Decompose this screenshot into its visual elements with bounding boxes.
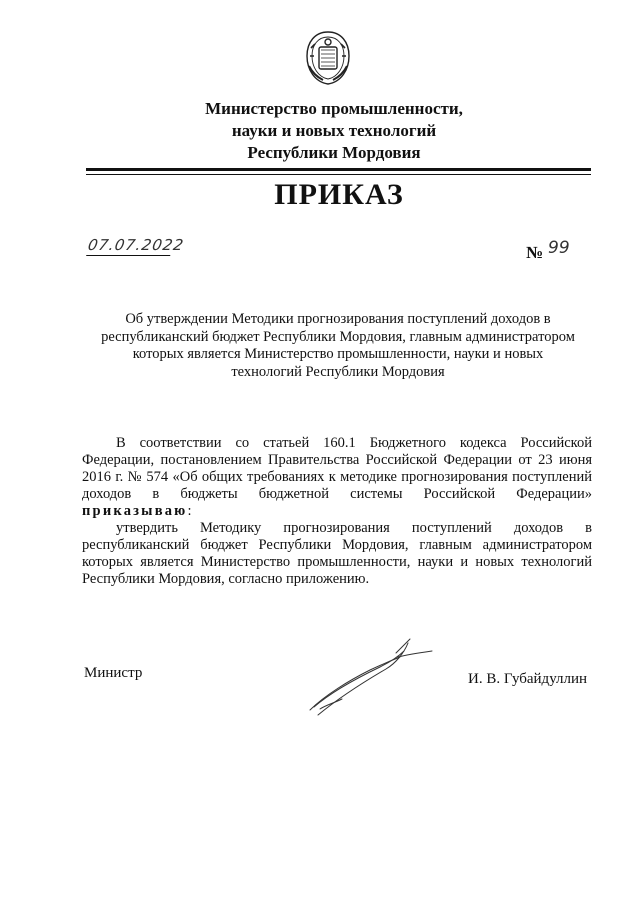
body-paragraph-2: утвердить Методику прогнозирования поступлений доходов в республиканский бюджет Республики Мордовия, главным администратором которых является Министерство промышленности, науки и новых технологий Республики Мордовия, согласно приложению.	[82, 520, 592, 587]
org-line-2: науки и новых технологий	[231, 121, 437, 140]
order-verb: приказываю	[82, 503, 188, 519]
handwritten-signature-icon	[300, 635, 440, 720]
coat-of-arms-icon	[301, 28, 355, 88]
body-paragraph-1	[82, 435, 592, 520]
body-paragraph-1-end: :	[187, 503, 192, 519]
org-line-3: Республики Мордовия	[247, 143, 421, 162]
body-paragraph-1-text: В соответствии со статьей 160.1 Бюджетного кодекса Российской Федерации, постановлением Правительства Российской Федерации от 23 июня 2016 г. № 574 «Об общих требованиях к методике прогнозирования поступлений доходов в бюджеты бюджетной системы Российской Федерации»	[82, 435, 592, 502]
order-body	[82, 435, 592, 588]
subject-line-1: Об утверждении Методики прогнозирования поступлений доходов в	[125, 311, 551, 327]
organization-name	[0, 98, 640, 164]
order-date: 07.07.2022	[86, 236, 186, 254]
signer-position: Министр	[84, 665, 143, 681]
signer-name: И. В. Губайдуллин	[468, 671, 588, 687]
org-line-1: Министерство промышленности,	[205, 99, 463, 118]
order-subject	[84, 311, 592, 381]
header-divider-thin	[86, 174, 591, 175]
subject-line-4: технологий Республики Мордовия	[231, 363, 445, 380]
header-divider-thick	[86, 168, 591, 171]
document-type-title: ПРИКАЗ	[274, 178, 404, 211]
order-number: 99	[548, 238, 570, 258]
subject-line-3: которых является Министерство промышленности, науки и новых	[132, 346, 544, 362]
order-number-label: №	[526, 243, 544, 262]
subject-line-2: республиканский бюджет Республики Мордовия, главным администратором	[101, 328, 575, 345]
